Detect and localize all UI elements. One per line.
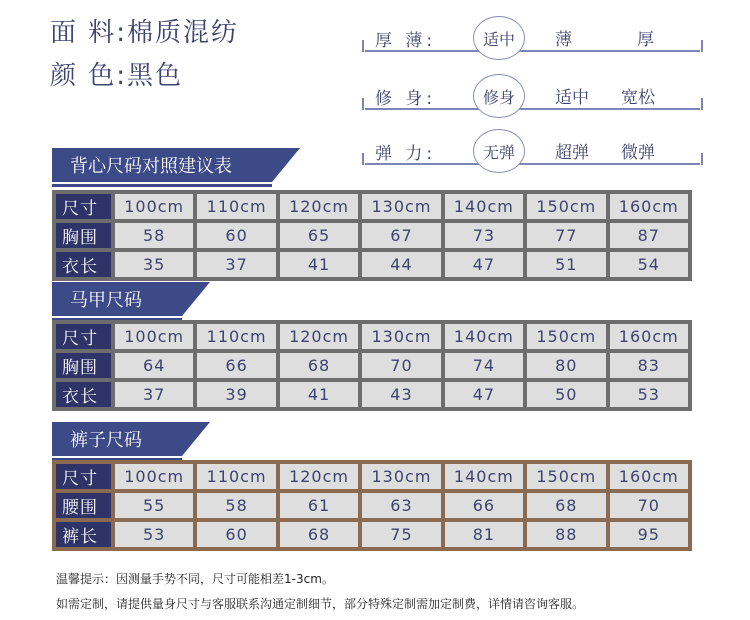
attr-label: 弹 力:	[375, 144, 437, 164]
table-cell: 150cm	[527, 194, 605, 219]
attr-label: 修 身:	[375, 89, 437, 109]
section-title-text: 裤子尺码	[70, 430, 142, 451]
table-cell: 63	[362, 493, 440, 518]
table-cell: 41	[280, 382, 358, 407]
table-row	[56, 194, 688, 219]
table-cell: 100cm	[115, 194, 193, 219]
section-title-text: 马甲尺码	[70, 290, 142, 311]
table-cell: 120cm	[280, 194, 358, 219]
table-row	[56, 223, 688, 248]
table-cell: 58	[197, 493, 275, 518]
table-cell: 87	[610, 223, 689, 248]
table-cell: 55	[115, 493, 193, 518]
table-cell: 110cm	[197, 464, 275, 489]
section-title-text: 背心尺码对照建议表	[70, 156, 232, 177]
table-cell: 120cm	[280, 464, 358, 489]
size-table-vest	[52, 190, 692, 281]
table-cell: 60	[197, 223, 275, 248]
table-cell: 37	[115, 382, 193, 407]
table-row	[56, 252, 688, 277]
row-label: 裤长	[56, 522, 111, 547]
row-label: 尺寸	[56, 464, 111, 489]
table-cell: 58	[115, 223, 193, 248]
table-row	[56, 464, 688, 489]
table-cell: 120cm	[280, 324, 358, 349]
table-cell: 44	[362, 252, 440, 277]
table-cell: 64	[115, 353, 193, 378]
table-cell: 39	[197, 382, 275, 407]
attr-selected: 无弹	[473, 129, 525, 173]
section-title-pants	[52, 422, 182, 456]
table-row	[56, 493, 688, 518]
table-cell: 130cm	[362, 464, 440, 489]
table-cell: 150cm	[527, 464, 605, 489]
table-cell: 47	[445, 382, 523, 407]
material-label: 面 料:棉质混纺	[50, 18, 240, 48]
table-cell: 140cm	[445, 464, 523, 489]
attr-option: 厚	[637, 30, 654, 50]
table-cell: 73	[445, 223, 523, 248]
table-cell: 37	[197, 252, 275, 277]
table-cell: 83	[610, 353, 689, 378]
table-cell: 68	[280, 353, 358, 378]
color-label: 颜 色:黑色	[50, 61, 184, 91]
table-cell: 41	[280, 252, 358, 277]
attr-option: 超弹	[555, 143, 589, 163]
table-cell: 88	[527, 522, 605, 547]
table-cell: 60	[197, 522, 275, 547]
table-cell: 100cm	[115, 464, 193, 489]
table-row	[56, 324, 688, 349]
attr-option: 适中	[555, 88, 589, 108]
table-cell: 130cm	[362, 324, 440, 349]
section-title-vest	[52, 148, 272, 182]
attr-option: 薄	[555, 30, 572, 50]
attr-selected: 修身	[473, 74, 525, 118]
table-row	[56, 522, 688, 547]
row-label: 衣长	[56, 382, 111, 407]
note-custom: 如需定制，请提供量身尺寸与客服联系沟通定制细节，部分特殊定制需加定制费，详情请咨询客服。	[56, 597, 585, 611]
table-cell: 160cm	[610, 194, 689, 219]
table-cell: 66	[445, 493, 523, 518]
row-label: 胸围	[56, 353, 111, 378]
row-label: 衣长	[56, 252, 111, 277]
table-cell: 74	[445, 353, 523, 378]
table-cell: 35	[115, 252, 193, 277]
attr-selected: 适中	[473, 16, 525, 60]
size-table-pants	[52, 460, 692, 551]
attr-thickness	[365, 14, 700, 64]
attr-fit	[365, 72, 700, 122]
table-cell: 54	[610, 252, 689, 277]
table-cell: 160cm	[610, 324, 689, 349]
table-cell: 140cm	[445, 194, 523, 219]
attr-label: 厚 薄:	[375, 31, 437, 51]
table-cell: 50	[527, 382, 605, 407]
table-cell: 160cm	[610, 464, 689, 489]
table-row	[56, 382, 688, 407]
table-cell: 67	[362, 223, 440, 248]
size-table-waistcoat	[52, 320, 692, 411]
row-label: 尺寸	[56, 194, 111, 219]
row-label: 胸围	[56, 223, 111, 248]
table-cell: 61	[280, 493, 358, 518]
table-cell: 95	[610, 522, 689, 547]
table-row	[56, 353, 688, 378]
table-cell: 53	[610, 382, 689, 407]
note-tip: 温馨提示：因测量手势不同，尺寸可能相差1-3cm。	[56, 572, 334, 586]
table-cell: 100cm	[115, 324, 193, 349]
table-cell: 66	[197, 353, 275, 378]
table-cell: 51	[527, 252, 605, 277]
table-cell: 70	[610, 493, 689, 518]
table-cell: 150cm	[527, 324, 605, 349]
row-label: 腰围	[56, 493, 111, 518]
table-cell: 140cm	[445, 324, 523, 349]
table-cell: 75	[362, 522, 440, 547]
table-cell: 47	[445, 252, 523, 277]
table-cell: 130cm	[362, 194, 440, 219]
table-cell: 80	[527, 353, 605, 378]
table-cell: 70	[362, 353, 440, 378]
table-cell: 110cm	[197, 324, 275, 349]
table-cell: 110cm	[197, 194, 275, 219]
attr-option: 微弹	[621, 143, 655, 163]
table-cell: 81	[445, 522, 523, 547]
section-title-waistcoat	[52, 282, 182, 316]
attr-elasticity	[365, 127, 700, 177]
table-cell: 68	[280, 522, 358, 547]
table-cell: 77	[527, 223, 605, 248]
table-cell: 65	[280, 223, 358, 248]
row-label: 尺寸	[56, 324, 111, 349]
table-cell: 68	[527, 493, 605, 518]
attr-option: 宽松	[621, 88, 655, 108]
table-cell: 43	[362, 382, 440, 407]
table-cell: 53	[115, 522, 193, 547]
